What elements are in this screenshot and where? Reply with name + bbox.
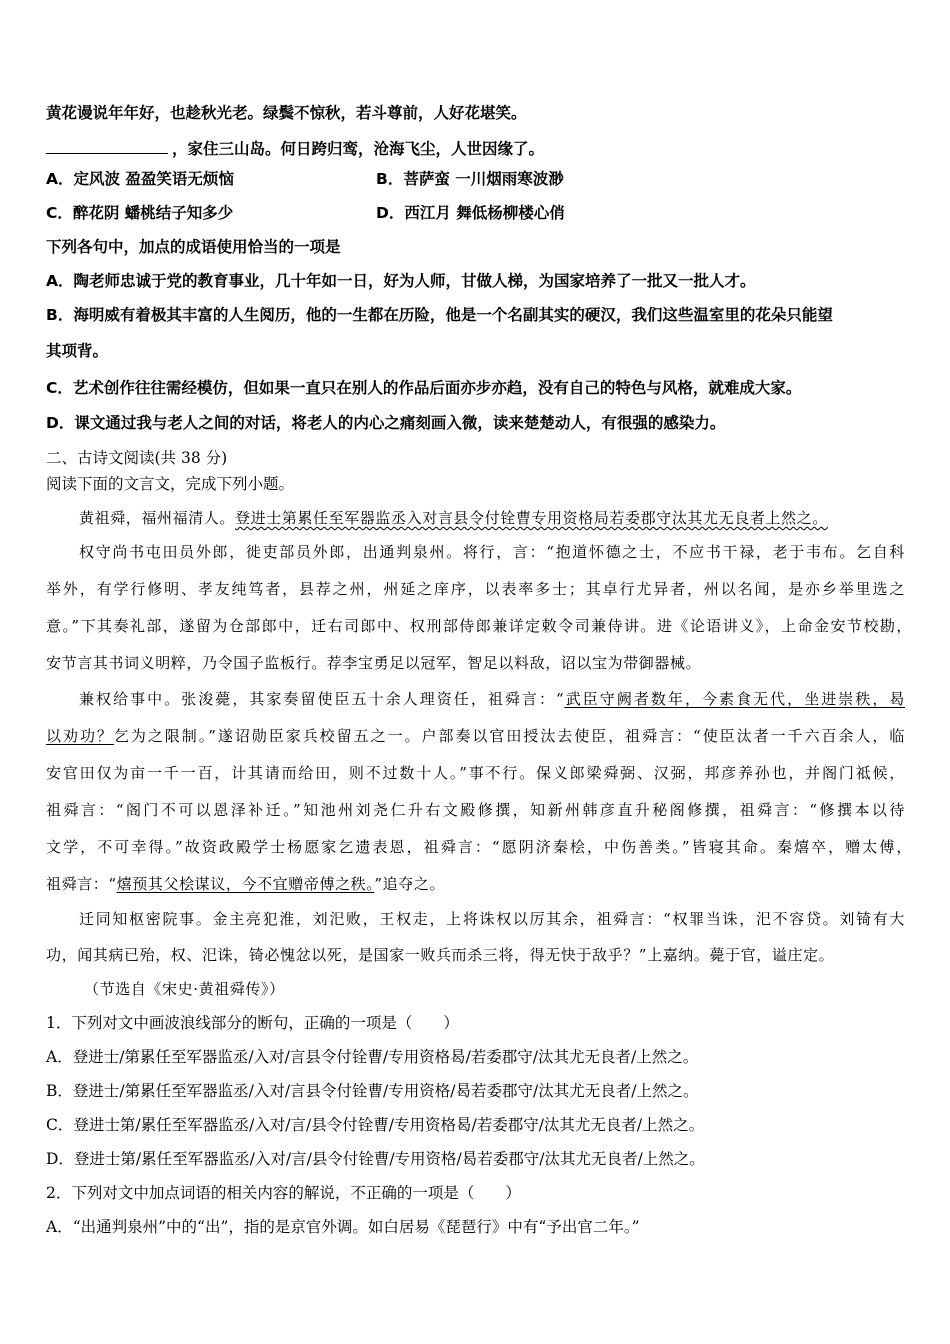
passage-p2-line2: 举外，有学行修明、孝友纯笃者，县荐之州，州延之庠序，以表率多士；其卓行尤异者，州以名闻，是亦乡举里选之 <box>46 580 905 598</box>
option-row-ab <box>46 172 906 190</box>
passage-p2-line4: 安节言其书词义明粹，乃令国子监板行。荐李宝勇足以冠军，智足以料敌，诏以宝为带御器械。 <box>46 654 702 672</box>
poem-line-2 <box>46 139 544 158</box>
passage-p3-line5: 文学，不可幸得。”故资政殿学士杨愿家乞遗表恩，祖舜言：“愿阴济秦桧，中伤善类。”皆寝其命。秦熺卒，赠太傅， <box>46 838 912 856</box>
idiom-option-b-line1[interactable]: B．海明威有着极其丰富的人生阅历，他的一生都在历险，他是一个名副其实的硬汉，我们这些温室里的花朵只能望 <box>46 306 833 324</box>
passage-p3-line3: 安官田仅为亩一千一百，计其请而给田，则不过数十人。”事不行。保义郎梁舜弼、汉弼，邦彦养孙也，并阁门祗候， <box>46 764 905 782</box>
passage-p3-line2 <box>46 729 905 744</box>
p3-line2-post: 乞为之限制。”遂诏勋臣家兵校留五之一。户部奏以官田授汰去使臣，祖舜言：“使臣汰者一千六百余人，临 <box>113 727 905 745</box>
passage-p2-line1: 权守尚书屯田员外郎，徙吏部员外郎，出通判泉州。将行，言：“抱道怀德之士，不应书干禄，老于韦布。乞自科 <box>79 543 905 561</box>
underlined-sentence-2: 熺预其父桧谋议，今不宜赠帝傅之秩。 <box>116 875 375 893</box>
idiom-option-d[interactable]: D．课文通过我与老人之间的对话，将老人的内心之痛刻画入微，读来楚楚动人，有很强的感染力。 <box>46 414 726 432</box>
section-heading: 二、古诗文阅读(共 38 分) <box>46 449 228 467</box>
passage-p4-line2: 功，闻其病已殆，权、汜诛，锜必愧忿以死，是国家一败兵而杀三将，得无快于敌乎？”上嘉纳。薨于官，谥庄定。 <box>46 946 835 964</box>
q1-stem: 1．下列对文中画波浪线部分的断句，正确的一项是（ ） <box>46 1014 459 1032</box>
q1-option-b[interactable]: B．登进士/第累任至军器监丞/入对/言县令付铨曹/专用资格/曷若委郡守/汰其尤无良者/上然之。 <box>46 1082 699 1100</box>
option-row-cd <box>46 206 906 224</box>
section-intro: 阅读下面的文言文，完成下列小题。 <box>46 475 295 493</box>
passage-p1-lead: 黄祖舜，福州福清人。 <box>79 509 236 527</box>
passage-p3-line4: 祖舜言：“阁门不可以恩泽补迁。”知池州刘尧仁升右文殿修撰，知新州韩彦直升秘阁修撰，祖舜言：“修撰本以待 <box>46 801 905 819</box>
passage-p1 <box>79 511 828 526</box>
passage-p2-line3: 意。”下其奏礼部，遂留为仓部郎中，迁右司郎中、权刑部侍郎兼详定敕令司兼侍讲。进《论语讲义》，上命金安节校勘， <box>46 617 912 635</box>
option-d[interactable]: D．西江月 舞低杨柳楼心俏 <box>376 204 565 222</box>
poem-line-1: 黄花谩说年年好，也趁秋光老。绿鬓不惊秋，若斗尊前，人好花堪笑。 <box>46 104 527 122</box>
idiom-option-c[interactable]: C．艺术创作往往需经模仿，但如果一直只在别人的作品后面亦步亦趋，没有自己的特色与风格，就难成大家。 <box>46 379 802 397</box>
underlined-sentence-1a: 武臣守阙者数年，今素食无代，坐进崇秩，曷 <box>564 690 905 708</box>
q1-option-d[interactable]: D．登进士第/累任至军器监丞/入对/言/县令付铨曹/专用资格/曷若委郡守/汰其尤无良者/上然之。 <box>46 1150 705 1168</box>
fill-in-blank[interactable] <box>46 139 168 154</box>
option-c[interactable]: C．醉花阴 蟠桃结子知多少 <box>46 204 234 222</box>
p3-line6-post: ”追夺之。 <box>374 875 446 893</box>
q2-stem: 2．下列对文中加点词语的相关内容的解说，不正确的一项是（ ） <box>46 1184 521 1202</box>
idiom-option-a[interactable]: A．陶老师忠诚于党的教育事业，几十年如一日，好为人师，甘做人梯，为国家培养了一批又一批人才。 <box>46 272 756 290</box>
passage-p4-line1: 迁同知枢密院事。金主亮犯淮，刘汜败，王权走，上将诛权以厉其余，祖舜言：“权罪当诛，汜不容贷。刘锜有大 <box>79 910 905 928</box>
idiom-option-b-line2: 其项背。 <box>46 342 109 360</box>
q1-option-c[interactable]: C．登进士第/累任至军器监丞/入对/言/县令付铨曹/专用资格曷/若委郡守/汰其尤无良者/上然之。 <box>46 1116 705 1134</box>
idiom-question: 下列各句中，加点的成语使用恰当的一项是 <box>46 238 341 256</box>
poem-line-2-text: ，家住三山岛。何日跨归鸾，沧海飞尘，人世因缘了。 <box>172 140 545 158</box>
option-a[interactable]: A．定风波 盈盈笑语无烦恼 <box>46 170 234 188</box>
q1-option-a[interactable]: A．登进士/第累任至军器监丞/入对/言县令付铨曹/专用资格曷/若委郡守/汰其尤无良者/上然之。 <box>46 1048 699 1066</box>
underlined-sentence-1b: 以劝功？ <box>46 727 114 745</box>
wavy-underlined-text: 登进士第累任至军器监丞入对言县令付铨曹专用资格局若委郡守汰其尤无良者上然之。 <box>235 509 828 527</box>
passage-p3-line6 <box>46 877 445 892</box>
option-b[interactable]: B．菩萨蛮 一川烟雨寒波渺 <box>376 170 564 188</box>
passage-source: （节选自《宋史·黄祖舜传》） <box>84 980 285 998</box>
q2-option-a[interactable]: A．“出通判泉州”中的“出”，指的是京官外调。如白居易《琵琶行》中有“予出官二年。” <box>46 1218 640 1236</box>
p3-line6-pre: 祖舜言：“ <box>46 875 117 893</box>
p3-line1-pre: 兼权给事中。张浚薨，其家奏留使臣五十余人理资任，祖舜言：“ <box>79 690 565 708</box>
passage-p3-line1 <box>79 692 905 707</box>
